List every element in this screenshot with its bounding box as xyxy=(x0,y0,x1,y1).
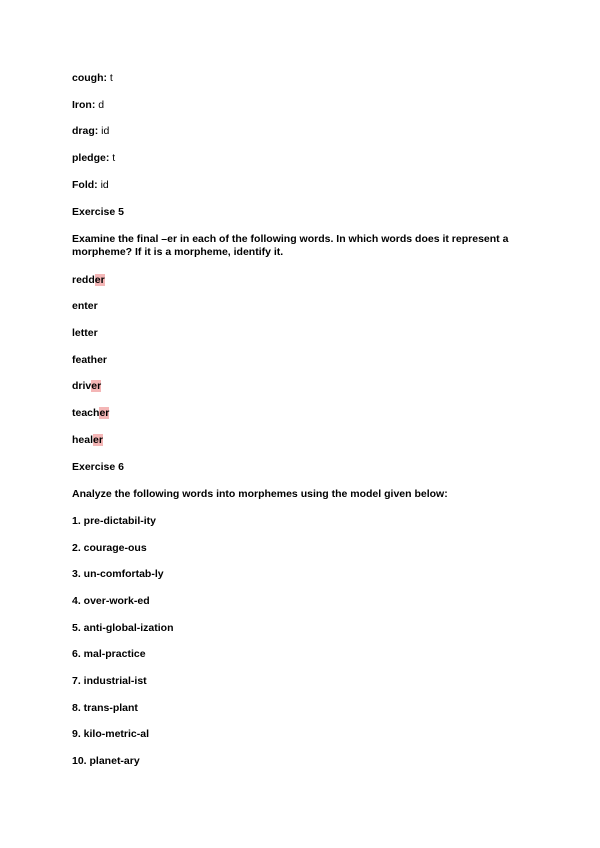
answer-line xyxy=(72,125,109,138)
answer-line xyxy=(72,179,109,192)
exercise5-word xyxy=(72,380,101,393)
answer-word: drag: xyxy=(72,125,99,137)
exercise5-word xyxy=(72,327,98,340)
exercise6-item: 1. pre-dictabil-ity xyxy=(72,515,157,527)
answer-value: t xyxy=(107,72,113,84)
exercise5-word xyxy=(72,300,98,313)
exercise6-item: 2. courage-ous xyxy=(72,542,147,554)
answer-value: t xyxy=(109,152,116,164)
answer-value: d xyxy=(95,99,105,111)
answer-line xyxy=(72,152,115,165)
exercise5-word xyxy=(72,407,109,420)
exercise6-item: 7. industrial-ist xyxy=(72,675,147,687)
exercise6-item: 3. un-comfortab-ly xyxy=(72,568,164,580)
word-stem: feather xyxy=(72,354,108,366)
exercise6-heading: Exercise 6 xyxy=(72,461,124,473)
exercise6-item: 4. over-work-ed xyxy=(72,595,150,607)
highlighted-suffix: er xyxy=(99,407,110,419)
answer-word: Fold: xyxy=(72,179,98,191)
exercise6-item: 6. mal-practice xyxy=(72,648,146,660)
answer-line xyxy=(72,72,113,85)
word-stem: redd xyxy=(72,274,95,286)
exercise5-instruction: Examine the final –er in each of the following words. In which words does it represent a morpheme? If it is a morpheme, identify it. xyxy=(72,233,509,258)
answer-word: Iron: xyxy=(72,99,96,111)
exercise5-word xyxy=(72,354,107,367)
exercise6-item: 9. kilo-metric-al xyxy=(72,728,150,740)
word-stem: driv xyxy=(72,380,92,392)
exercise6-item: 5. anti-global-ization xyxy=(72,622,174,634)
answer-value: id xyxy=(97,179,109,191)
word-stem: heal xyxy=(72,434,94,446)
highlighted-suffix: er xyxy=(94,274,105,286)
answer-word: cough: xyxy=(72,72,107,84)
word-stem: teach xyxy=(72,407,100,419)
exercise6-item: 10. planet-ary xyxy=(72,755,140,767)
word-stem: letter xyxy=(72,327,98,339)
highlighted-suffix: er xyxy=(91,380,102,392)
answer-line xyxy=(72,99,104,112)
exercise6-instruction: Analyze the following words into morphemes using the model given below: xyxy=(72,488,448,500)
word-stem: enter xyxy=(72,300,98,312)
exercise5-word xyxy=(72,274,105,287)
exercise5-heading: Exercise 5 xyxy=(72,206,124,218)
answer-word: pledge: xyxy=(72,152,110,164)
answer-value: id xyxy=(98,125,110,137)
highlighted-suffix: er xyxy=(93,434,103,446)
exercise6-item: 8. trans-plant xyxy=(72,702,138,714)
exercise5-word xyxy=(72,434,103,447)
